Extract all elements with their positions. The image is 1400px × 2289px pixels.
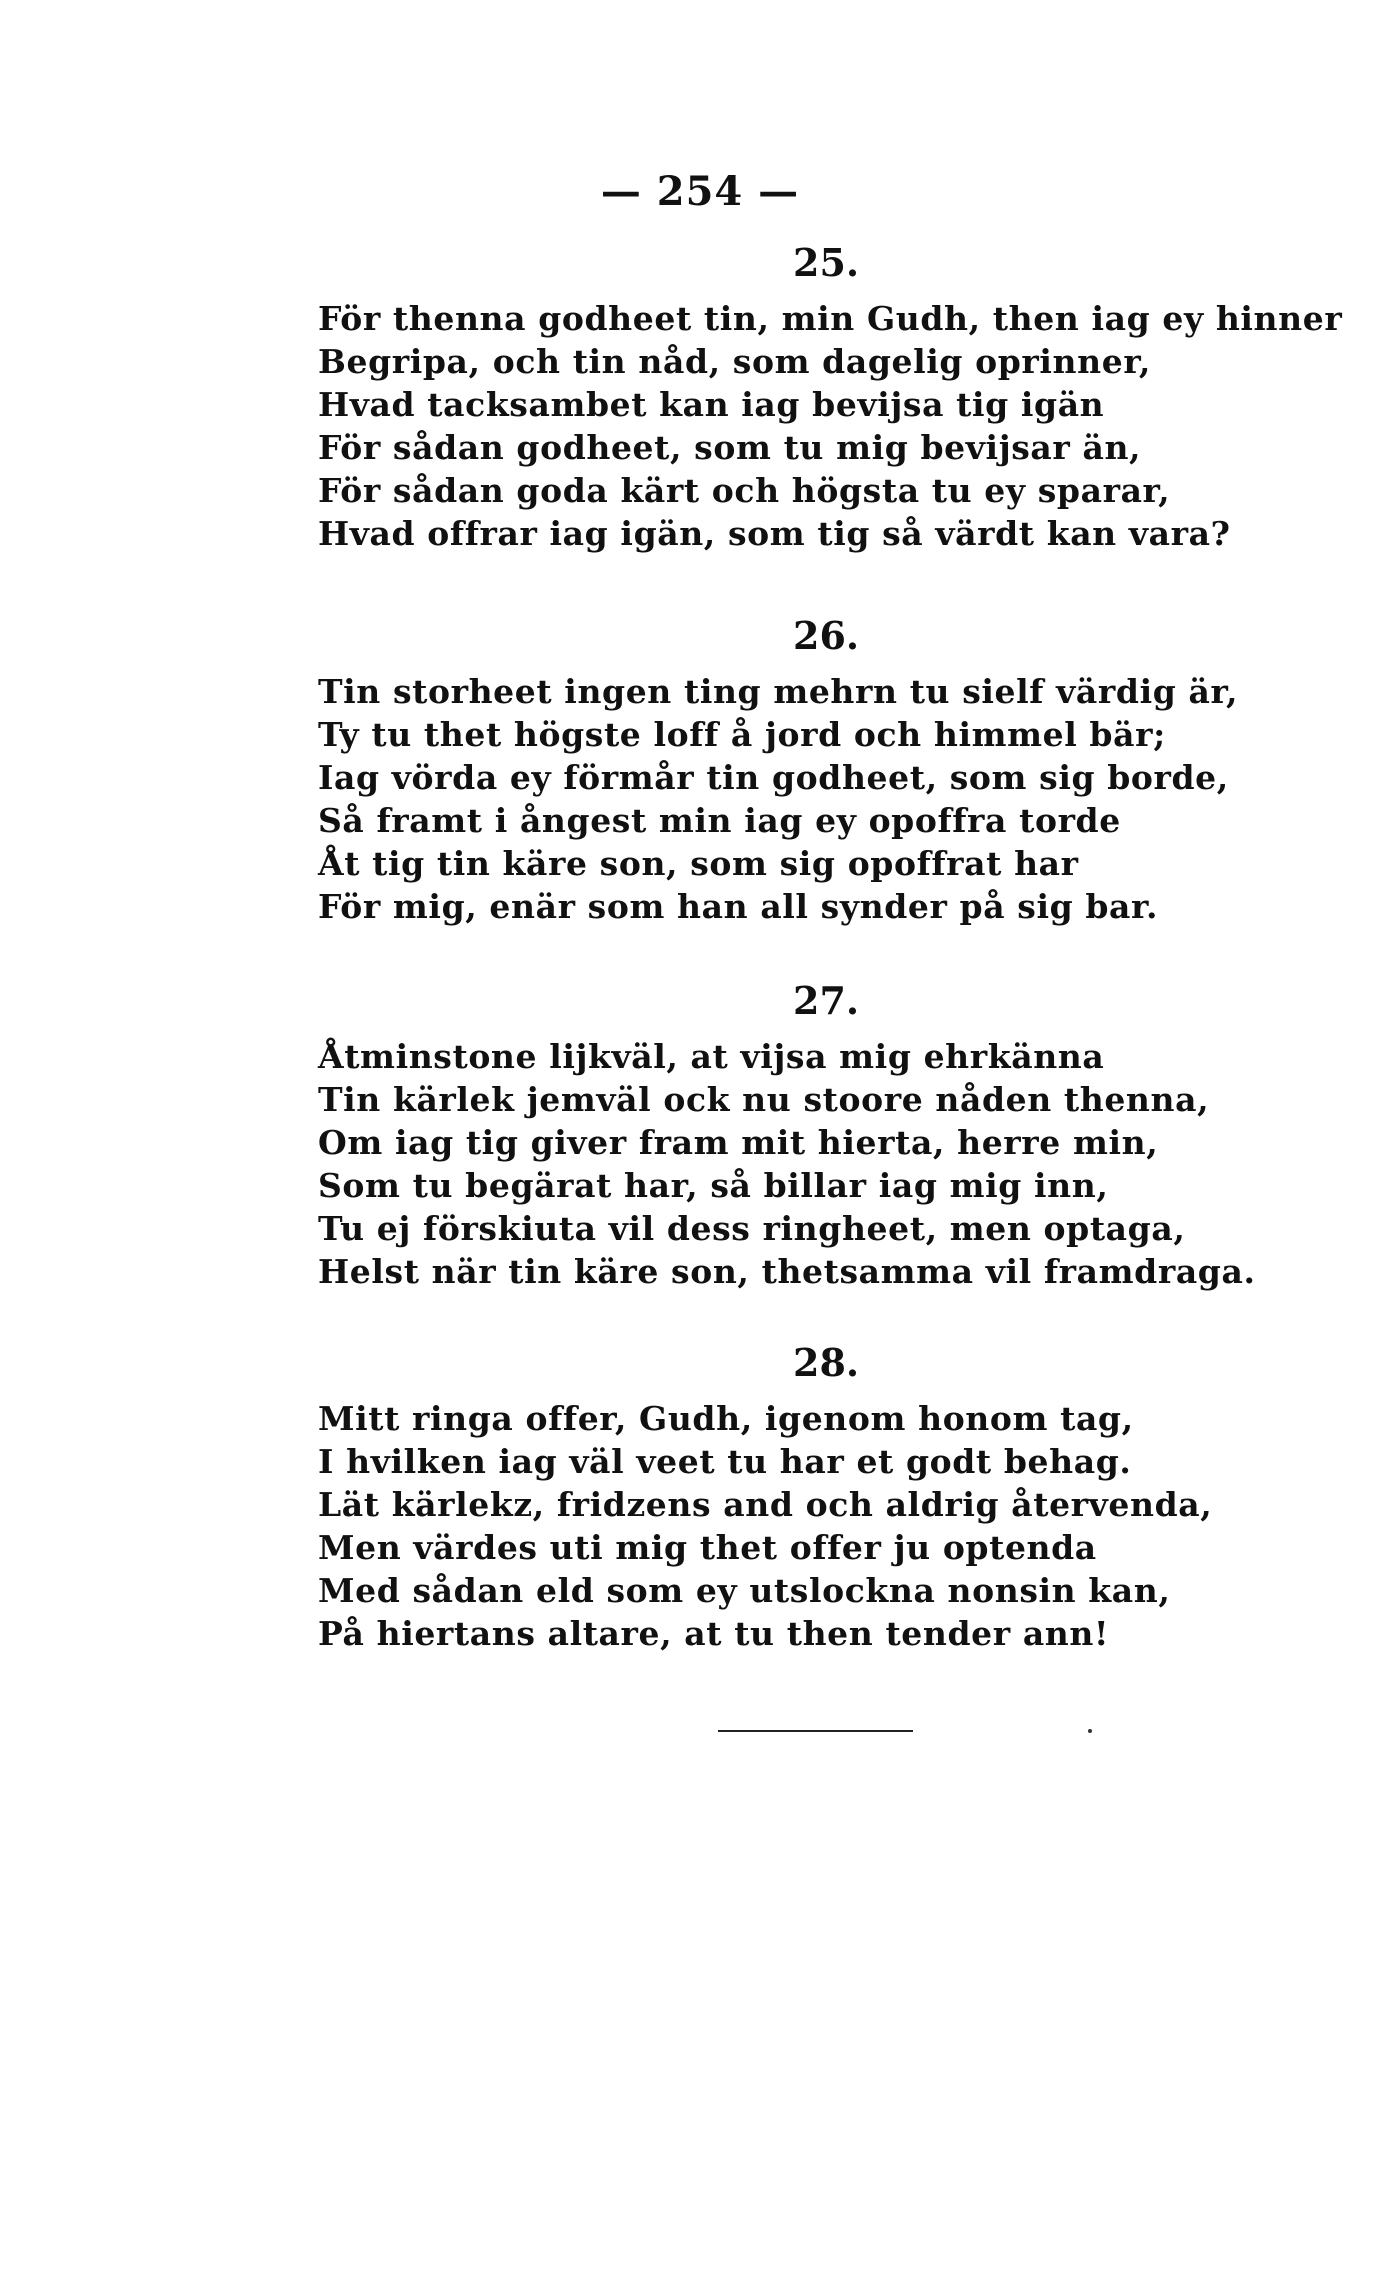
stanza-number: 26. [793, 613, 860, 658]
verse-line: På hiertans altare, at tu then tender ann! [318, 1614, 1110, 1653]
verse-line: Tin storheet ingen ting mehrn tu sielf värdig är, [318, 672, 1239, 711]
verse-line: Lät kärlekz, fridzens and och aldrig återvenda, [318, 1485, 1213, 1524]
stanza-lines [318, 670, 1318, 928]
verse-line: Hvad tacksambet kan iag bevijsa tig igän [318, 385, 1105, 424]
verse-line: Som tu begärat har, så billar iag mig inn, [318, 1166, 1109, 1205]
stanza-number: 27. [793, 978, 860, 1023]
verse-line: För mig, enär som han all synder på sig bar. [318, 887, 1159, 926]
verse-line: Mitt ringa offer, Gudh, igenom honom tag, [318, 1399, 1134, 1438]
verse-line: För sådan goda kärt och högsta tu ey sparar, [318, 471, 1171, 510]
stanza-number: 25. [793, 240, 860, 285]
verse-line: Om iag tig giver fram mit hierta, herre min, [318, 1123, 1159, 1162]
verse-line: Helst när tin käre son, thetsamma vil framdraga. [318, 1252, 1256, 1291]
verse-line: Så framt i ångest min iag ey opoffra torde [318, 801, 1121, 840]
verse-line: Tu ej förskiuta vil dess ringheet, men optaga, [318, 1209, 1186, 1248]
verse-line: Åtminstone lijkväl, at vijsa mig ehrkänna [318, 1037, 1105, 1076]
stanza-lines [318, 1035, 1318, 1293]
end-rule-divider [718, 1730, 913, 1732]
verse-line: Hvad offrar iag igän, som tig så värdt kan vara? [318, 514, 1231, 553]
stanza-number: 28. [793, 1340, 860, 1385]
ink-speck [1088, 1729, 1092, 1733]
verse-line: För sådan godheet, som tu mig bevijsar än, [318, 428, 1142, 467]
verse-line: Tin kärlek jemväl ock nu stoore nåden thenna, [318, 1080, 1210, 1119]
verse-line: Iag vörda ey förmår tin godheet, som sig borde, [318, 758, 1229, 797]
verse-line: I hvilken iag väl veet tu har et godt behag. [318, 1442, 1132, 1481]
verse-line: Men värdes uti mig thet offer ju optenda [318, 1528, 1097, 1567]
verse-line: Begripa, och tin nåd, som dagelig oprinner, [318, 342, 1152, 381]
verse-line: För thenna godheet tin, min Gudh, then iag ey hinner [318, 299, 1343, 338]
verse-line: Åt tig tin käre son, som sig opoffrat har [318, 844, 1079, 883]
stanza-lines [318, 297, 1343, 555]
verse-line: Ty tu thet högste loff å jord och himmel bär; [318, 715, 1166, 754]
verse-line: Med sådan eld som ey utslockna nonsin kan, [318, 1571, 1171, 1610]
stanza-lines [318, 1397, 1318, 1655]
page-number: — 254 — [600, 168, 800, 215]
